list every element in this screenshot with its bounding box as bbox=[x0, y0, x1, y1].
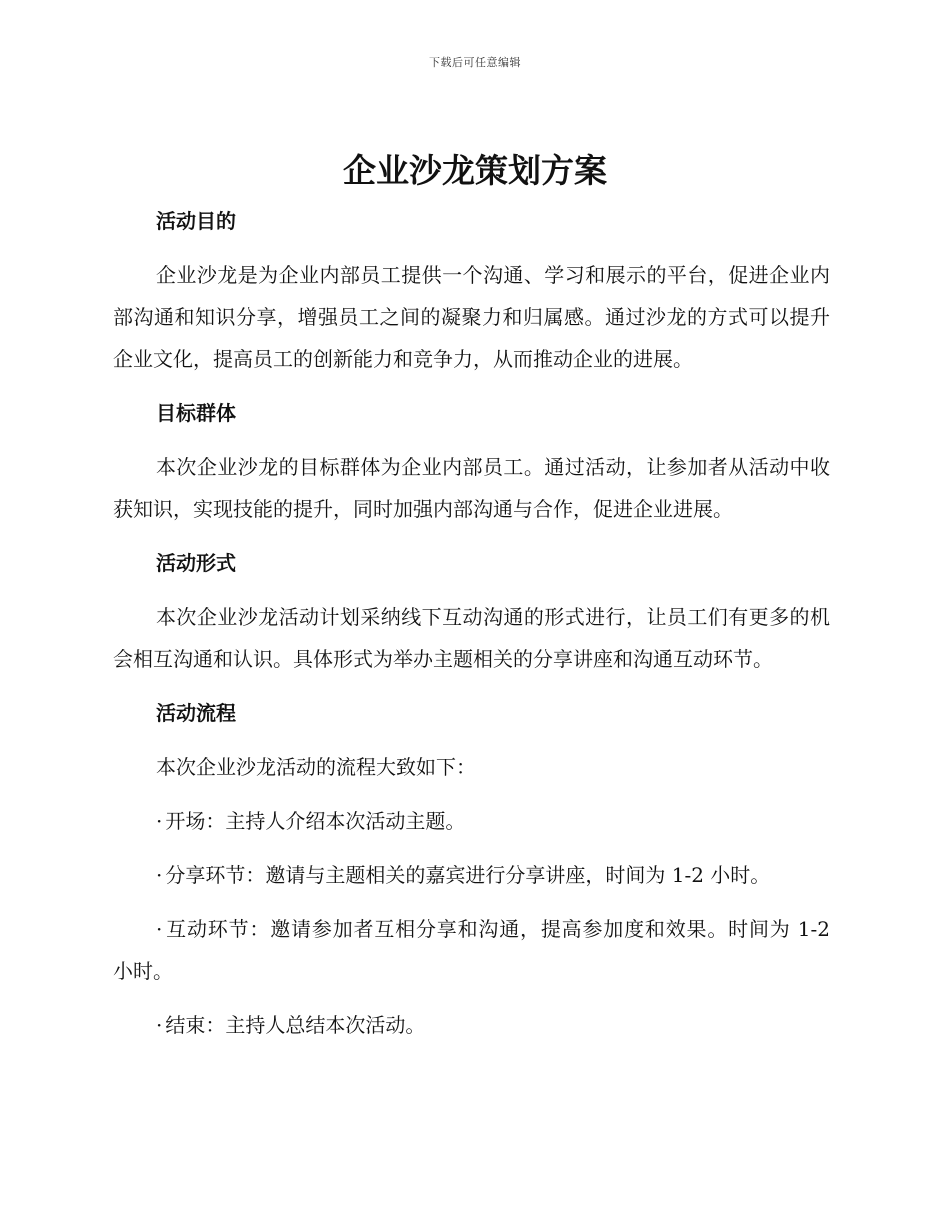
list-item bbox=[113, 1004, 830, 1046]
section-paragraph: 本次企业沙龙活动的流程大致如下： bbox=[156, 755, 476, 779]
list-item bbox=[113, 854, 830, 896]
bullet-icon: · bbox=[156, 917, 163, 941]
section-paragraph: 本次企业沙龙活动计划采纳线下互动沟通的形式进行，让员工们有更多的机会相互沟通和认识。具体形式为举办主题相关的分享讲座和沟通互动环节。 bbox=[113, 605, 830, 671]
section-heading: 目标群体 bbox=[156, 401, 236, 425]
bullet-icon: · bbox=[156, 1013, 163, 1037]
list-item-text: 互动环节：邀请参加者互相分享和沟通，提高参加度和效果。时间为 1-2 小时。 bbox=[113, 917, 830, 983]
bullet-icon: · bbox=[156, 863, 163, 887]
list-item-text: 结束：主持人总结本次活动。 bbox=[165, 1013, 426, 1037]
page-header-note: 下载后可任意编辑 bbox=[429, 56, 521, 69]
section-heading: 活动形式 bbox=[156, 551, 236, 575]
section-format bbox=[113, 542, 830, 680]
document-title: 企业沙龙策划方案 bbox=[343, 151, 607, 190]
document-body bbox=[113, 200, 830, 1058]
section-paragraph: 本次企业沙龙的目标群体为企业内部员工。通过活动，让参加者从活动中收获知识，实现技能的提升，同时加强内部沟通与合作，促进企业进展。 bbox=[113, 455, 830, 521]
section-heading: 活动流程 bbox=[156, 701, 236, 725]
section-heading: 活动目的 bbox=[156, 209, 236, 233]
bullet-icon: · bbox=[156, 809, 163, 833]
list-item-text: 开场：主持人介绍本次活动主题。 bbox=[165, 809, 466, 833]
list-item bbox=[113, 800, 830, 842]
section-target-group bbox=[113, 392, 830, 530]
list-item bbox=[113, 908, 830, 992]
section-process bbox=[113, 692, 830, 1046]
section-purpose bbox=[113, 200, 830, 380]
list-item-text: 分享环节：邀请与主题相关的嘉宾进行分享讲座，时间为 1-2 小时。 bbox=[165, 863, 771, 887]
section-paragraph: 企业沙龙是为企业内部员工提供一个沟通、学习和展示的平台，促进企业内部沟通和知识分享，增强员工之间的凝聚力和归属感。通过沙龙的方式可以提升企业文化，提高员工的创新能力和竞争力，从而推动企业的进展。 bbox=[113, 263, 830, 371]
